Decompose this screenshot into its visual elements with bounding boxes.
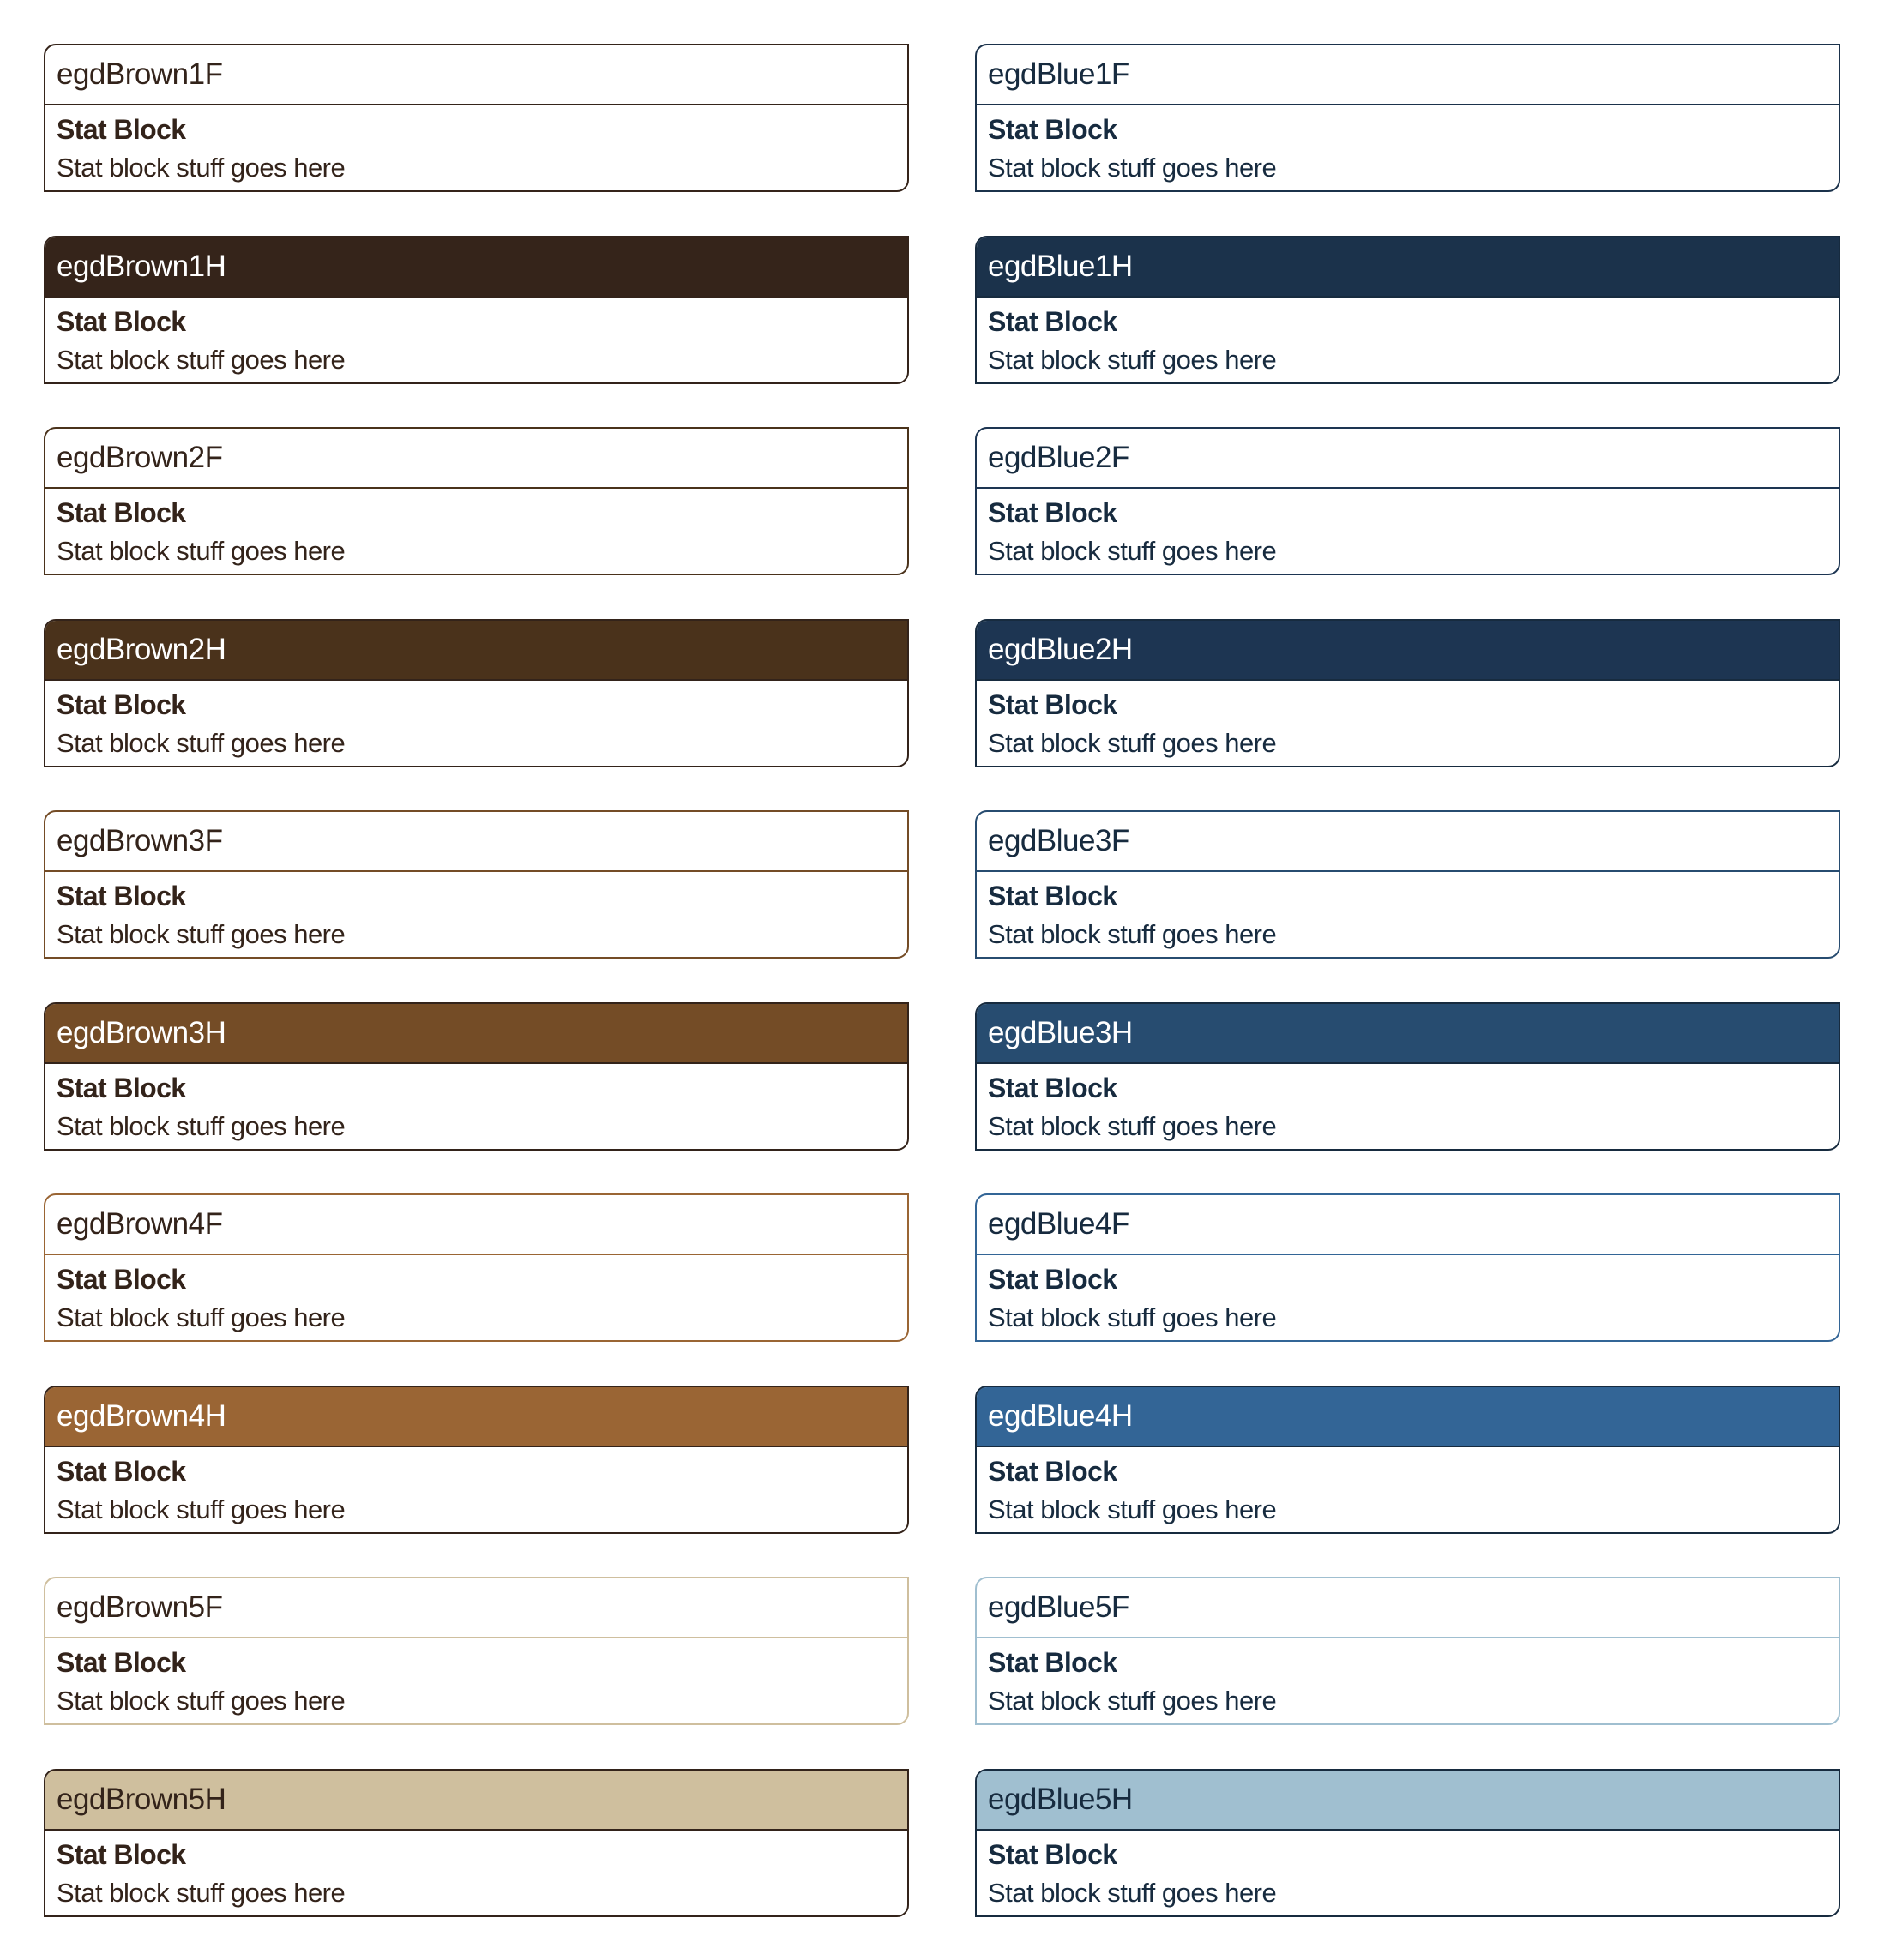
stat-block-egdBrown3H (44, 1002, 909, 1151)
stat-block-header: egdBrown5H (45, 1771, 907, 1831)
stat-block-text: Stat block stuff goes here (988, 727, 1277, 758)
stat-block-header: egdBrown4H (45, 1387, 907, 1447)
stat-block-title: Stat Block (988, 1838, 1117, 1870)
stat-block-text: Stat block stuff goes here (988, 344, 1277, 375)
stat-block-title: Stat Block (57, 1072, 186, 1103)
stat-block-title: Stat Block (57, 1264, 186, 1295)
stat-block-title: Stat Block (988, 1455, 1117, 1487)
stat-block-title: Stat Block (57, 1838, 186, 1870)
stat-block-title: Stat Block (988, 305, 1117, 337)
blue-column (975, 44, 1840, 1960)
stat-block-title: Stat Block (57, 114, 186, 145)
stat-block-body (45, 681, 907, 763)
stat-block-header: egdBrown1H (45, 237, 907, 298)
stat-block-egdBlue2F (975, 427, 1840, 575)
stat-block-body (977, 1831, 1839, 1913)
stat-block-body (977, 489, 1839, 571)
stat-block-title: Stat Block (57, 688, 186, 720)
stat-block-text: Stat block stuff goes here (57, 1110, 346, 1141)
stat-block-header: egdBlue3F (977, 812, 1839, 872)
stat-block-header: egdBlue1H (977, 237, 1839, 298)
stat-block-body (977, 1255, 1839, 1338)
stat-block-text: Stat block stuff goes here (988, 1494, 1277, 1524)
stat-block-body (977, 1064, 1839, 1146)
stat-block-header: egdBlue3H (977, 1004, 1839, 1064)
stat-block-body (45, 872, 907, 954)
stat-block-egdBrown1H (44, 236, 909, 384)
stat-block-egdBlue5F (975, 1577, 1840, 1725)
stat-block-title: Stat Block (988, 881, 1117, 911)
stat-block-egdBrown5H (44, 1769, 909, 1917)
stat-block-title: Stat Block (57, 881, 186, 911)
stat-block-text: Stat block stuff goes here (988, 919, 1277, 949)
stat-block-body (45, 1255, 907, 1338)
stat-block-body (45, 105, 907, 188)
stat-block-body (45, 1447, 907, 1530)
stat-block-text: Stat block stuff goes here (988, 1110, 1277, 1141)
stat-block-header: egdBrown1F (45, 45, 907, 105)
stat-block-text: Stat block stuff goes here (57, 1494, 346, 1524)
stat-block-header: egdBlue5F (977, 1578, 1839, 1638)
stat-block-text: Stat block stuff goes here (57, 727, 346, 758)
stat-block-body (45, 1064, 907, 1146)
stat-block-body (45, 1831, 907, 1913)
stat-block-text: Stat block stuff goes here (57, 919, 346, 949)
stat-block-egdBlue1F (975, 44, 1840, 192)
stat-block-title: Stat Block (988, 688, 1117, 720)
stat-block-egdBlue3F (975, 810, 1840, 959)
stat-block-header: egdBrown5F (45, 1578, 907, 1638)
stat-block-title: Stat Block (988, 1264, 1117, 1295)
stat-block-egdBlue3H (975, 1002, 1840, 1151)
stat-block-body (977, 681, 1839, 763)
stat-block-header: egdBlue4H (977, 1387, 1839, 1447)
stat-block-text: Stat block stuff goes here (57, 1877, 346, 1908)
stat-block-header: egdBrown3H (45, 1004, 907, 1064)
stat-block-egdBlue2H (975, 619, 1840, 767)
stat-block-title: Stat Block (57, 497, 186, 528)
stat-block-body (45, 298, 907, 380)
stat-block-text: Stat block stuff goes here (57, 1686, 346, 1716)
brown-column (44, 44, 909, 1960)
stat-block-body (977, 105, 1839, 188)
stat-block-header: egdBlue2H (977, 621, 1839, 681)
stat-block-text: Stat block stuff goes here (988, 153, 1277, 183)
stat-block-egdBrown3F (44, 810, 909, 959)
stat-block-text: Stat block stuff goes here (57, 153, 346, 183)
stat-block-egdBlue4F (975, 1193, 1840, 1342)
stat-block-text: Stat block stuff goes here (988, 1877, 1277, 1908)
stat-block-egdBlue1H (975, 236, 1840, 384)
stat-block-header: egdBrown2F (45, 429, 907, 489)
stat-block-body (977, 872, 1839, 954)
stat-block-header: egdBlue2F (977, 429, 1839, 489)
stat-block-header: egdBrown3F (45, 812, 907, 872)
stat-block-header: egdBrown4F (45, 1195, 907, 1255)
stat-block-title: Stat Block (57, 305, 186, 337)
stat-block-title: Stat Block (57, 1647, 186, 1678)
stat-block-text: Stat block stuff goes here (57, 1302, 346, 1332)
stat-block-text: Stat block stuff goes here (57, 536, 346, 566)
stat-block-text: Stat block stuff goes here (57, 344, 346, 375)
stat-block-title: Stat Block (988, 497, 1117, 528)
stat-block-egdBrown1F (44, 44, 909, 192)
stat-block-title: Stat Block (57, 1455, 186, 1487)
stat-block-text: Stat block stuff goes here (988, 536, 1277, 566)
stat-block-title: Stat Block (988, 114, 1117, 145)
stat-block-body (977, 298, 1839, 380)
stat-block-header: egdBlue5H (977, 1771, 1839, 1831)
stat-block-egdBrown2F (44, 427, 909, 575)
stat-block-egdBrown5F (44, 1577, 909, 1725)
stat-block-body (977, 1447, 1839, 1530)
stat-block-text: Stat block stuff goes here (988, 1686, 1277, 1716)
stat-block-body (977, 1638, 1839, 1721)
stat-block-header: egdBlue4F (977, 1195, 1839, 1255)
stat-block-egdBrown4F (44, 1193, 909, 1342)
stat-block-body (45, 489, 907, 571)
stat-block-egdBlue4H (975, 1386, 1840, 1534)
stat-block-egdBlue5H (975, 1769, 1840, 1917)
stat-block-header: egdBlue1F (977, 45, 1839, 105)
stat-block-body (45, 1638, 907, 1721)
stat-block-header: egdBrown2H (45, 621, 907, 681)
stat-block-title: Stat Block (988, 1647, 1117, 1678)
stat-block-egdBrown2H (44, 619, 909, 767)
stat-block-text: Stat block stuff goes here (988, 1302, 1277, 1332)
stat-block-egdBrown4H (44, 1386, 909, 1534)
stat-block-title: Stat Block (988, 1072, 1117, 1103)
